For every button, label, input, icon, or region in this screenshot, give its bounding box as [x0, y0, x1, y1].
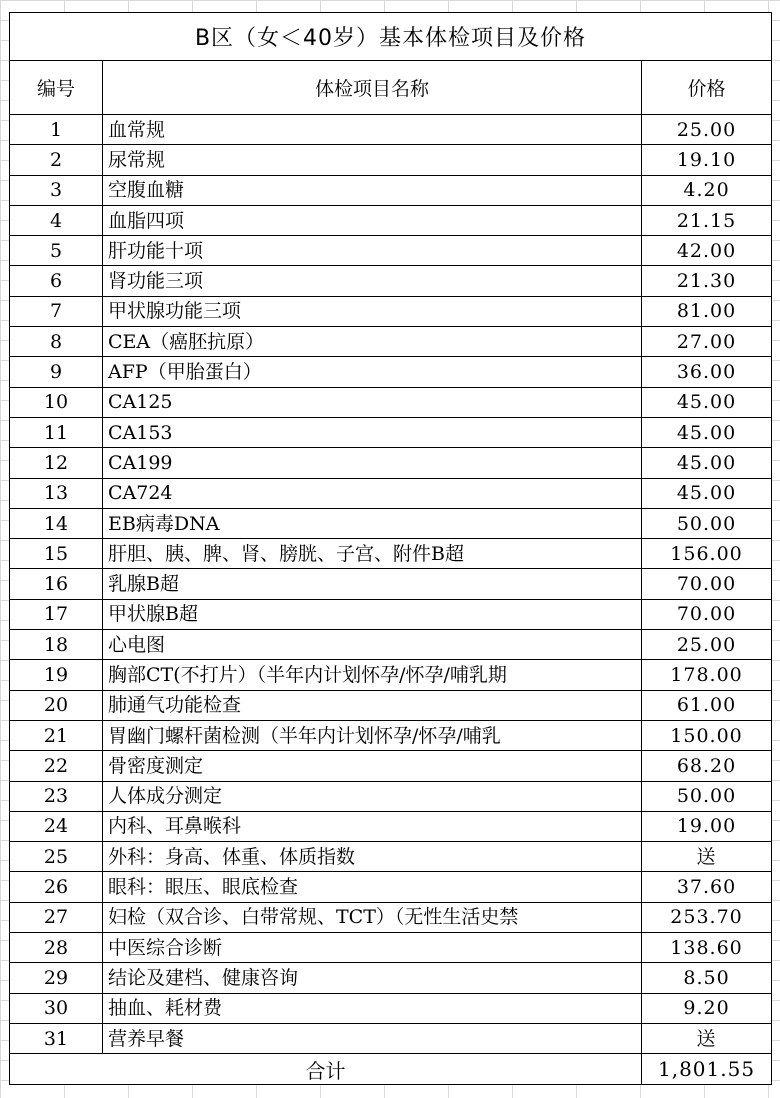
row-name: CA199	[103, 448, 642, 478]
row-name: 中医综合诊断	[103, 933, 642, 963]
row-name: AFP（甲胎蛋白）	[103, 357, 642, 387]
row-num: 3	[10, 175, 103, 205]
row-name: 胸部CT(不打片）（半年内计划怀孕/怀孕/哺乳期	[103, 660, 642, 690]
row-num: 30	[10, 993, 103, 1023]
header-row	[10, 61, 772, 115]
table-row	[10, 720, 772, 750]
row-name: 结论及建档、健康咨询	[103, 963, 642, 993]
row-price: 9.20	[642, 993, 772, 1023]
row-num: 22	[10, 751, 103, 781]
row-num: 12	[10, 448, 103, 478]
row-name: 空腹血糖	[103, 175, 642, 205]
row-price: 70.00	[642, 569, 772, 599]
row-name: 外科：身高、体重、体质指数	[103, 842, 642, 872]
table-row	[10, 902, 772, 932]
table-row	[10, 357, 772, 387]
row-price: 45.00	[642, 478, 772, 508]
row-price: 138.60	[642, 933, 772, 963]
table-row	[10, 660, 772, 690]
row-name: 肾功能三项	[103, 266, 642, 296]
header-name: 体检项目名称	[103, 61, 642, 115]
table-row	[10, 296, 772, 326]
row-num: 28	[10, 933, 103, 963]
row-name: 肺通气功能检查	[103, 690, 642, 720]
row-name: 营养早餐	[103, 1023, 642, 1053]
row-num: 29	[10, 963, 103, 993]
row-name: 妇检（双合诊、白带常规、TCT）（无性生活史禁	[103, 902, 642, 932]
row-name: 抽血、耗材费	[103, 993, 642, 1023]
table-row	[10, 205, 772, 235]
row-name: 胃幽门螺杆菌检测（半年内计划怀孕/怀孕/哺乳	[103, 720, 642, 750]
row-price: 送	[642, 842, 772, 872]
row-name: 肝胆、胰、脾、肾、膀胱、子宫、附件B超	[103, 539, 642, 569]
row-num: 31	[10, 1023, 103, 1053]
row-price: 50.00	[642, 781, 772, 811]
row-name: 血常规	[103, 115, 642, 145]
row-num: 19	[10, 660, 103, 690]
row-name: 甲状腺功能三项	[103, 296, 642, 326]
table-row	[10, 842, 772, 872]
row-num: 7	[10, 296, 103, 326]
row-num: 21	[10, 720, 103, 750]
table-row	[10, 539, 772, 569]
table-title: B区（女＜40岁）基本体检项目及价格	[10, 13, 772, 61]
row-name: CA153	[103, 417, 642, 447]
row-price: 8.50	[642, 963, 772, 993]
table-row	[10, 236, 772, 266]
row-name: 内科、耳鼻喉科	[103, 811, 642, 841]
row-num: 5	[10, 236, 103, 266]
row-price: 36.00	[642, 357, 772, 387]
row-price: 42.00	[642, 236, 772, 266]
row-name: 甲状腺B超	[103, 599, 642, 629]
row-name: CEA（癌胚抗原）	[103, 327, 642, 357]
table-row	[10, 781, 772, 811]
row-price: 19.10	[642, 145, 772, 175]
table-row	[10, 751, 772, 781]
row-price: 156.00	[642, 539, 772, 569]
row-num: 8	[10, 327, 103, 357]
header-price: 价格	[642, 61, 772, 115]
total-label: 合计	[10, 1054, 642, 1085]
row-name: 血脂四项	[103, 205, 642, 235]
table-row	[10, 872, 772, 902]
total-price: 1,801.55	[642, 1054, 772, 1085]
row-price: 送	[642, 1023, 772, 1053]
table-row	[10, 993, 772, 1023]
row-num: 17	[10, 599, 103, 629]
table-row	[10, 1023, 772, 1053]
table-row	[10, 145, 772, 175]
title-row	[10, 13, 772, 61]
row-price: 21.30	[642, 266, 772, 296]
row-name: CA724	[103, 478, 642, 508]
row-num: 10	[10, 387, 103, 417]
table-row	[10, 417, 772, 447]
row-num: 20	[10, 690, 103, 720]
row-name: 尿常规	[103, 145, 642, 175]
table-row	[10, 175, 772, 205]
row-price: 19.00	[642, 811, 772, 841]
row-num: 2	[10, 145, 103, 175]
table-row	[10, 811, 772, 841]
row-name: 人体成分测定	[103, 781, 642, 811]
table-row	[10, 963, 772, 993]
row-price: 61.00	[642, 690, 772, 720]
row-price: 25.00	[642, 630, 772, 660]
row-price: 45.00	[642, 417, 772, 447]
table-row	[10, 266, 772, 296]
table-row	[10, 478, 772, 508]
row-price: 50.00	[642, 508, 772, 538]
row-num: 15	[10, 539, 103, 569]
table-row	[10, 508, 772, 538]
row-num: 27	[10, 902, 103, 932]
row-price: 253.70	[642, 902, 772, 932]
header-num: 编号	[10, 61, 103, 115]
row-price: 70.00	[642, 599, 772, 629]
row-name: 肝功能十项	[103, 236, 642, 266]
table-row	[10, 933, 772, 963]
row-price: 37.60	[642, 872, 772, 902]
row-price: 21.15	[642, 205, 772, 235]
row-price: 68.20	[642, 751, 772, 781]
row-num: 4	[10, 205, 103, 235]
row-num: 26	[10, 872, 103, 902]
table-row	[10, 630, 772, 660]
row-num: 6	[10, 266, 103, 296]
row-price: 45.00	[642, 387, 772, 417]
row-name: CA125	[103, 387, 642, 417]
table-row	[10, 569, 772, 599]
row-price: 178.00	[642, 660, 772, 690]
row-name: EB病毒DNA	[103, 508, 642, 538]
row-num: 13	[10, 478, 103, 508]
row-price: 45.00	[642, 448, 772, 478]
row-price: 25.00	[642, 115, 772, 145]
row-name: 乳腺B超	[103, 569, 642, 599]
row-price: 27.00	[642, 327, 772, 357]
row-name: 眼科：眼压、眼底检查	[103, 872, 642, 902]
row-name: 心电图	[103, 630, 642, 660]
total-row	[10, 1054, 772, 1085]
table-row	[10, 387, 772, 417]
table-row	[10, 448, 772, 478]
row-num: 18	[10, 630, 103, 660]
row-num: 16	[10, 569, 103, 599]
table-row	[10, 690, 772, 720]
row-price: 150.00	[642, 720, 772, 750]
table-row	[10, 327, 772, 357]
row-price: 4.20	[642, 175, 772, 205]
row-num: 25	[10, 842, 103, 872]
row-num: 24	[10, 811, 103, 841]
row-num: 11	[10, 417, 103, 447]
table-row	[10, 599, 772, 629]
row-price: 81.00	[642, 296, 772, 326]
table-row	[10, 115, 772, 145]
price-table	[9, 12, 772, 1085]
row-num: 1	[10, 115, 103, 145]
row-name: 骨密度测定	[103, 751, 642, 781]
row-num: 23	[10, 781, 103, 811]
row-num: 9	[10, 357, 103, 387]
row-num: 14	[10, 508, 103, 538]
